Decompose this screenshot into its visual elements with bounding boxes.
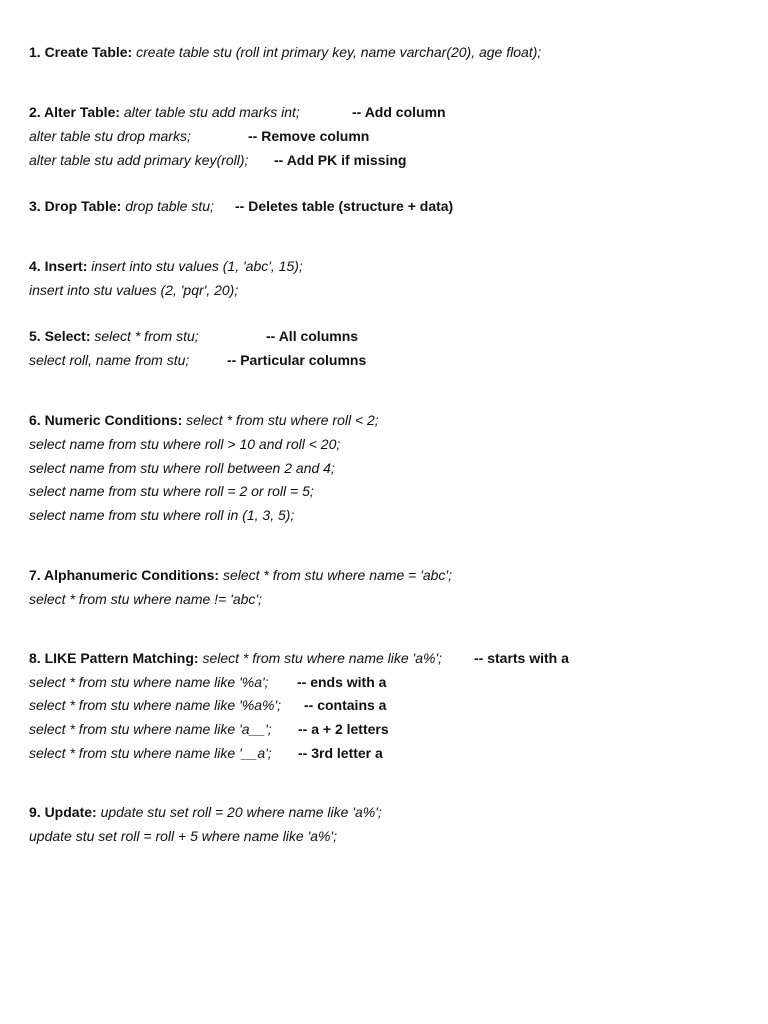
section-label: 9. Update: — [29, 804, 97, 820]
section-heading-line — [29, 802, 382, 822]
sql-statement: select * from stu where name != 'abc'; — [29, 591, 262, 607]
sql-statement: select * from stu where name like '%a%'; — [29, 697, 281, 713]
section-label: 6. Numeric Conditions: — [29, 412, 183, 428]
section-label: 1. Create Table: — [29, 44, 133, 60]
sql-comment: -- ends with a — [297, 674, 387, 690]
sql-comment: -- Remove column — [248, 128, 370, 144]
sql-statement: select name from stu where roll = 2 or roll = 5; — [29, 483, 314, 499]
sql-statement: select name from stu where roll in (1, 3, 5); — [29, 507, 295, 523]
sql-statement: select roll, name from stu; — [29, 352, 190, 368]
code-line — [29, 126, 370, 146]
sql-statement: update stu set roll = roll + 5 where name like 'a%'; — [29, 828, 338, 844]
code-line — [29, 350, 367, 370]
code-line — [29, 719, 389, 739]
sql-statement: select * from stu where name = 'abc'; — [222, 567, 452, 583]
sql-comment: -- Add column — [352, 104, 446, 120]
code-line — [29, 505, 294, 525]
sql-statement: select * from stu; — [94, 328, 199, 344]
section-label: 8. LIKE Pattern Matching: — [29, 650, 199, 666]
sql-statement: select * from stu where name like '%a'; — [29, 674, 269, 690]
sql-comment: -- All columns — [266, 328, 359, 344]
sql-statement: insert into stu values (1, 'abc', 15); — [91, 258, 303, 274]
sql-comment: -- Particular columns — [227, 352, 367, 368]
code-line — [29, 695, 387, 715]
section-heading-line — [29, 565, 452, 585]
section-label: 7. Alphanumeric Conditions: — [29, 567, 220, 583]
sql-statement: alter table stu drop marks; — [29, 128, 191, 144]
sql-statement: select * from stu where name like 'a__'; — [29, 721, 272, 737]
code-line — [29, 672, 387, 692]
code-line — [29, 743, 383, 763]
sql-statement: select * from stu where roll < 2; — [186, 412, 379, 428]
section-label: 2. Alter Table: — [29, 104, 121, 120]
sql-comment: -- a + 2 letters — [298, 721, 389, 737]
code-line — [29, 434, 340, 454]
code-line — [29, 589, 262, 609]
sql-statement: insert into stu values (2, 'pqr', 20); — [29, 282, 239, 298]
code-line — [29, 150, 407, 170]
code-line — [29, 458, 335, 478]
sql-comment: -- 3rd letter a — [298, 745, 383, 761]
section-heading-line — [29, 102, 446, 122]
code-line — [29, 481, 314, 501]
section-label: 3. Drop Table: — [29, 198, 122, 214]
sql-comment: -- starts with a — [474, 650, 569, 666]
section-label: 4. Insert: — [29, 258, 88, 274]
sql-comment: -- Add PK if missing — [274, 152, 407, 168]
section-heading-line — [29, 256, 303, 276]
sql-statement: create table stu (roll int primary key, name varchar(20), age float); — [136, 44, 542, 60]
section-heading-line — [29, 42, 541, 62]
code-line — [29, 826, 337, 846]
sql-statement: select name from stu where roll between 2 and 4; — [29, 460, 335, 476]
section-heading-line — [29, 648, 569, 668]
sql-comment: -- Deletes table (structure + data) — [235, 198, 454, 214]
sql-statement: select * from stu where name like 'a%'; — [202, 650, 443, 666]
section-heading-line — [29, 410, 379, 430]
section-heading-line — [29, 196, 454, 216]
sql-statement: select * from stu where name like '__a'; — [29, 745, 272, 761]
section-heading-line — [29, 326, 359, 346]
sql-statement: alter table stu add marks int; — [123, 104, 300, 120]
sql-statement: select name from stu where roll > 10 and roll < 20; — [29, 436, 341, 452]
sql-statement: drop table stu; — [125, 198, 214, 214]
code-line — [29, 280, 238, 300]
sql-comment: -- contains a — [304, 697, 387, 713]
sql-statement: update stu set roll = 20 where name like 'a%'; — [100, 804, 382, 820]
section-label: 5. Select: — [29, 328, 91, 344]
sql-statement: alter table stu add primary key(roll); — [29, 152, 249, 168]
